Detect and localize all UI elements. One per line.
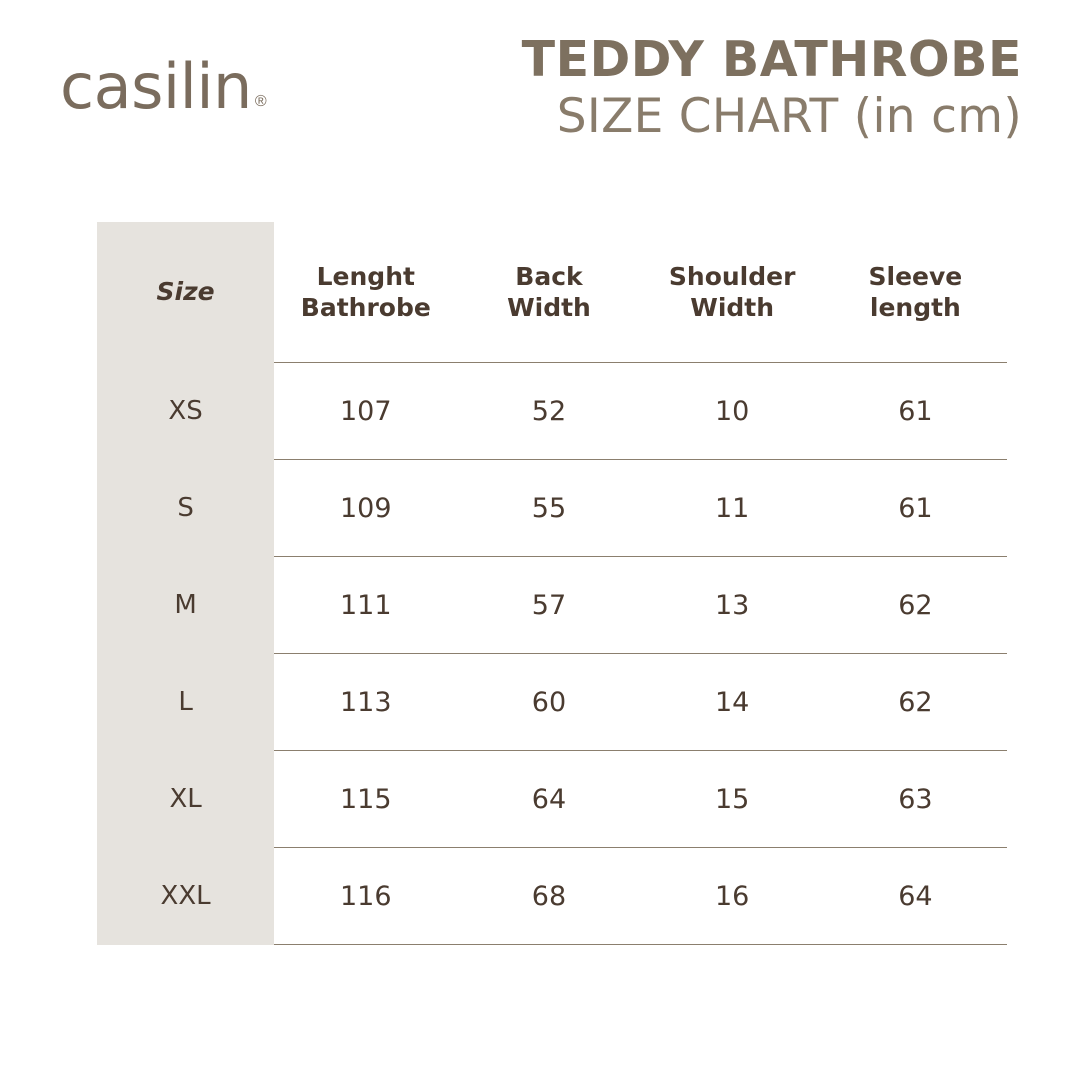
brand-name: casilin [60,50,252,123]
table-row [97,751,1007,848]
cell-back-width: 55 [457,460,640,557]
column-header-sleeve-length [824,222,1007,363]
column-header-length-bathrobe [274,222,457,363]
table-row [97,363,1007,460]
cell-length-bathrobe: 113 [274,654,457,751]
cell-size: XL [97,751,274,848]
cell-size: M [97,557,274,654]
cell-sleeve-length: 62 [824,557,1007,654]
table-body [97,363,1007,945]
cell-back-width: 57 [457,557,640,654]
cell-shoulder-width: 10 [641,363,824,460]
cell-back-width: 64 [457,751,640,848]
cell-length-bathrobe: 116 [274,848,457,945]
cell-back-width: 68 [457,848,640,945]
cell-length-bathrobe: 109 [274,460,457,557]
title-line-1: TEDDY BATHROBE [521,31,1022,88]
column-header-back-width [457,222,640,363]
table-row [97,654,1007,751]
cell-sleeve-length: 62 [824,654,1007,751]
column-header-shoulder-width [641,222,824,363]
column-header-shoulder-line1: Shoulder [668,261,796,291]
title-line-2: SIZE CHART (in cm) [556,88,1022,144]
cell-back-width: 52 [457,363,640,460]
table-header [97,222,1007,363]
cell-shoulder-width: 11 [641,460,824,557]
cell-size: L [97,654,274,751]
cell-sleeve-length: 61 [824,460,1007,557]
column-header-back-line1: Back [515,261,583,291]
cell-shoulder-width: 16 [641,848,824,945]
column-header-length-line1: Lenght [316,261,415,291]
cell-shoulder-width: 14 [641,654,824,751]
cell-shoulder-width: 13 [641,557,824,654]
cell-length-bathrobe: 115 [274,751,457,848]
size-table-container [97,222,1007,945]
cell-back-width: 60 [457,654,640,751]
column-header-length-line2: Bathrobe [300,293,431,322]
brand-logo [60,34,267,123]
cell-sleeve-length: 61 [824,363,1007,460]
cell-sleeve-length: 64 [824,848,1007,945]
table-header-row [97,222,1007,363]
cell-length-bathrobe: 111 [274,557,457,654]
column-header-sleeve-line2: length [869,293,961,322]
table-row [97,848,1007,945]
column-header-sleeve-line1: Sleeve [868,261,963,291]
cell-size: XXL [97,848,274,945]
registered-trademark-icon: ® [254,93,267,110]
cell-shoulder-width: 15 [641,751,824,848]
table-row [97,557,1007,654]
size-chart-table [97,222,1007,945]
column-header-size [97,222,274,363]
table-row [97,460,1007,557]
page-title [521,31,1036,144]
column-header-shoulder-line2: Width [690,293,775,322]
column-header-size-label: Size [156,277,215,307]
cell-size: S [97,460,274,557]
cell-sleeve-length: 63 [824,751,1007,848]
column-header-back-line2: Width [507,293,591,322]
cell-length-bathrobe: 107 [274,363,457,460]
cell-size: XS [97,363,274,460]
page-header [0,0,1080,144]
